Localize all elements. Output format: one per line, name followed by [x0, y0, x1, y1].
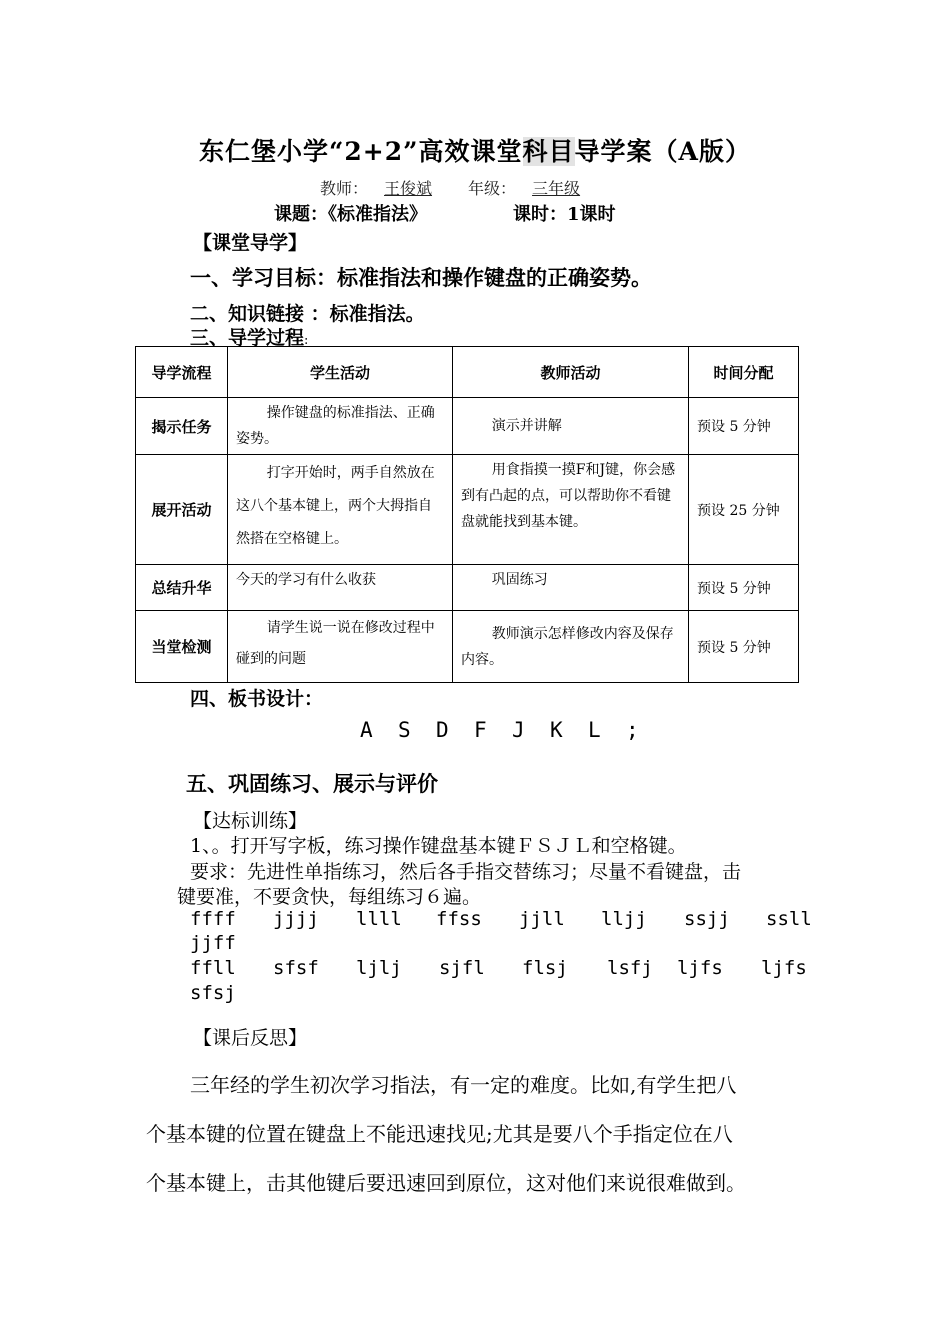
drill-row-2: [190, 957, 807, 979]
teacher-name: 王俊斌: [384, 179, 433, 198]
document-title: [0, 132, 950, 168]
table-row: [136, 398, 799, 455]
drill-word: jjjj: [273, 908, 319, 930]
table-row: [136, 565, 799, 611]
time-cell: 预设 5 分钟: [689, 565, 799, 611]
header-cell: 导学流程: [136, 347, 228, 398]
key-label: S: [398, 718, 411, 742]
table-row: [136, 455, 799, 565]
learning-goal: [190, 262, 652, 292]
drill-word: llll: [356, 908, 402, 930]
time-cell: 预设 5 分钟: [689, 398, 799, 455]
drill-row-1: [190, 908, 812, 930]
board-heading: 四、板书设计：: [190, 688, 324, 710]
drill-word: lsfj: [607, 957, 653, 979]
process-colon: :: [304, 333, 309, 348]
key-label: A: [360, 718, 373, 742]
drill-word: ffll: [190, 957, 236, 979]
reflection-line-1: 三年经的学生初次学习指法，有一定的难度。比如,有学生把八: [190, 1073, 737, 1097]
student-activity-cell: 打字开始时，两手自然放在这八个基本键上，两个大拇指自然搭在空格键上。: [228, 455, 453, 565]
title-suffix: 导学案（A版）: [574, 137, 751, 166]
drill-word: ffss: [436, 908, 482, 930]
stage-cell: 揭示任务: [136, 398, 228, 455]
drill-word: sfsf: [273, 957, 319, 979]
reflection-line-2: 个基本键的位置在键盘上不能迅速找见;尤其是要八个手指定位在八: [146, 1122, 733, 1146]
drill-word: jjll: [519, 908, 565, 930]
practice-item-1: 1、。打开写字板，练习操作键盘基本键ＦＳＪＬ和空格键。: [190, 835, 687, 857]
meta-line: [320, 176, 596, 199]
requirement-line-1: 要求：先进性单指练习，然后各手指交替练习；尽量不看键盘，击: [190, 861, 742, 883]
requirement-line-2: 键要准，不要贪快，每组练习６遍。: [177, 886, 482, 908]
time-cell: 预设 5 分钟: [689, 611, 799, 683]
key-label: ;: [626, 718, 639, 742]
guide-heading: 【课堂导学】: [193, 232, 308, 254]
drill-word: ljfs: [761, 957, 807, 979]
teacher-activity-cell: 教师演示怎样修改内容及保存内容。: [453, 611, 689, 683]
drill-word: ssjj: [684, 908, 730, 930]
reflection-heading: 【课后反思】: [193, 1027, 308, 1049]
grade-label: 年级：: [468, 179, 517, 198]
key-label: L: [588, 718, 601, 742]
topic-line: [274, 200, 616, 226]
header-cell: 学生活动: [228, 347, 453, 398]
goal-text: 标准指法和操作键盘的正确姿势。: [337, 265, 652, 290]
drill-row-1-wrap: jjff: [190, 932, 236, 954]
stage-cell: 总结升华: [136, 565, 228, 611]
drill-word: ffff: [190, 908, 236, 930]
teacher-activity-cell: 用食指摸一摸F和J键，你会感到有凸起的点，可以帮助你不看键盘就能找到基本键。: [453, 455, 689, 565]
lesson-hours: 课时：1课时: [513, 204, 616, 225]
drill-word: ssll: [766, 908, 812, 930]
practice-heading: 五、巩固练习、展示与评价: [186, 771, 438, 796]
teacher-label: 教师：: [320, 179, 369, 198]
stage-cell: 展开活动: [136, 455, 228, 565]
grade-value: 三年级: [532, 179, 581, 198]
drill-row-2-wrap: sfsj: [190, 982, 236, 1004]
title-highlight: 科目: [522, 137, 575, 166]
teacher-activity-cell: 巩固练习: [453, 565, 689, 611]
process-label: 三、导学过程: [190, 327, 305, 349]
teacher-activity-cell: 演示并讲解: [453, 398, 689, 455]
drill-word: ljlj: [356, 957, 402, 979]
reflection-line-3: 个基本键上，击其他键后要迅速回到原位，这对他们来说很难做到。: [146, 1171, 746, 1195]
time-cell: 预设 25 分钟: [689, 455, 799, 565]
drill-word: flsj: [522, 957, 568, 979]
drill-word: sjfl: [439, 957, 485, 979]
process-table: [135, 346, 799, 683]
knowledge-link: 二、知识链接 ：标准指法。: [190, 303, 425, 325]
lesson-topic: 课题：《标准指法》: [274, 204, 427, 225]
goal-label: 一、学习目标：: [190, 265, 337, 290]
drill-word: ljfs: [677, 957, 723, 979]
stage-cell: 当堂检测: [136, 611, 228, 683]
student-activity-cell: 今天的学习有什么收获: [228, 565, 453, 611]
practice-subheading: 【达标训练】: [193, 810, 308, 832]
header-cell: 教师活动: [453, 347, 689, 398]
board-keys: [360, 718, 664, 742]
drill-word: lljj: [601, 908, 647, 930]
student-activity-cell: 操作键盘的标准指法、正确姿势。: [228, 398, 453, 455]
header-cell: 时间分配: [689, 347, 799, 398]
key-label: K: [550, 718, 563, 742]
table-header-row: [136, 347, 799, 398]
student-activity-cell: 请学生说一说在修改过程中碰到的问题: [228, 611, 453, 683]
table-row: [136, 611, 799, 683]
key-label: D: [436, 718, 449, 742]
title-prefix: 东仁堡小学“2+2”高效课堂: [199, 137, 523, 166]
key-label: J: [512, 718, 525, 742]
key-label: F: [474, 718, 487, 742]
